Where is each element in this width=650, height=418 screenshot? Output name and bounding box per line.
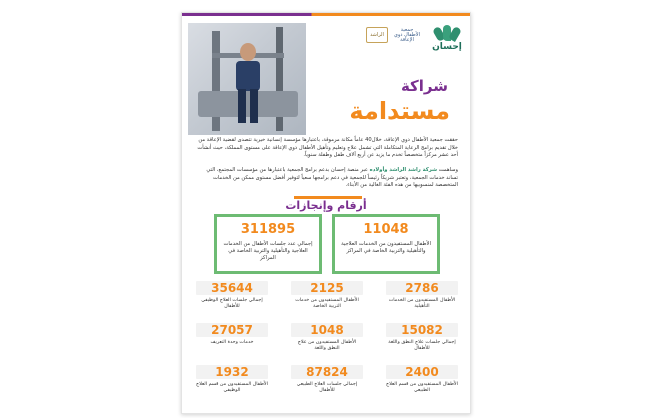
stat-label: إجمالي جلسات العلاج الوظيفي للأطفال	[201, 298, 263, 310]
ihsan-logo	[432, 25, 462, 52]
stat-cell	[291, 323, 363, 353]
section-title: أرقام وإنجازات	[285, 199, 367, 212]
partner-logo-association: جمعية الأطفال ذوي الإعاقة	[393, 26, 421, 43]
top-accent-bar	[182, 13, 470, 16]
title-line-1: شراكة	[400, 77, 448, 95]
intro-p2-highlight: شركة راشد الراشد وأولاده	[369, 167, 438, 173]
photo-child-leg	[238, 89, 246, 123]
stat-label: الأطفال المستفيدون من علاج النطق واللغة	[297, 340, 357, 352]
intro-p2-after: عبر منصة إحسان بدعم برامج الجمعية باعتبارها من مؤسسات المجتمع، التي تساند خدمات الجمعية، وتعتبر شريكاً رئيساً للجمعية في دعم برامجها سعياً لتوفير أفضل مستوى ممكن من الخدمات المتخصصة لمنسوبيها من هذه الفئة الغالية من الأبناء.	[206, 167, 458, 189]
stat-value: 2400	[386, 365, 458, 379]
highlight-label: إجمالي عدد جلسات الأطفال من الخدمات العلاجية والتأهيلية والتربية الخاصة في المراكز	[223, 241, 313, 261]
highlight-value: 11048	[363, 222, 409, 237]
stat-value: 87824	[291, 365, 363, 379]
stat-cell	[196, 323, 268, 346]
stat-label: الأطفال المستفيدون من الخدمات التأهيلية	[388, 298, 456, 310]
ihsan-logo-text: إحسان	[432, 42, 462, 52]
leaf-icon	[435, 25, 459, 41]
highlight-card	[214, 214, 322, 274]
intro-p2-before: وساهمت	[437, 167, 458, 173]
stat-cell	[386, 365, 458, 395]
stat-value: 27057	[196, 323, 268, 337]
highlight-label: الأطفال المستفيدون من الخدمات العلاجية والتأهيلية والتربية الخاصة في المراكز	[341, 241, 431, 254]
stat-cell	[196, 281, 268, 311]
title-line-2: مستدامة	[349, 97, 450, 125]
stat-value: 1932	[196, 365, 268, 379]
stat-value: 2786	[386, 281, 458, 295]
stat-value: 35644	[196, 281, 268, 295]
highlight-card	[332, 214, 440, 274]
highlight-value: 311895	[240, 222, 296, 237]
stat-value: 15082	[386, 323, 458, 337]
stat-cell	[291, 281, 363, 311]
photo-child-head	[240, 43, 256, 61]
stat-value: 2125	[291, 281, 363, 295]
stat-label: إجمالي جلسات علاج النطق واللغة للأطفال	[388, 340, 456, 352]
stat-cell	[196, 365, 268, 395]
stat-cell	[386, 323, 458, 353]
intro-paragraph-1: حققت جمعية الأطفال ذوي الإعاقة، خلال40 عاماً مكانة مرموقة، باعتبارها مؤسسة إنسانية خيرية تتصدى لقضية الإعاقة من خلال تقديم برامج الرعاية المتكاملة التي تشمل علاج وتعليم وتأهيل الأطفال ذوي الإعاقة على مستوى المملكة، حيث أنشأت أحد عشر مركزاً متخصصاً تخدم ما يزيد عن أربع آلاف طفل وطفلة سنوياً.	[197, 137, 458, 159]
stat-value: 1048	[291, 323, 363, 337]
partner-logo-rashed: الراشد	[366, 27, 388, 43]
stat-label: إجمالي جلسات العلاج الطبيعي للأطفال	[296, 382, 358, 394]
report-page	[181, 12, 471, 414]
stat-label: خدمات وحدة التعريف	[210, 340, 254, 345]
stat-cell	[386, 281, 458, 311]
stat-label: الأطفال المستفيدون من قسم العلاج الوظيفي	[196, 382, 268, 394]
section-underline	[294, 185, 362, 199]
stat-label: الأطفال المستفيدون من خدمات التربية الخاصة	[295, 298, 359, 310]
photo-treadmill	[198, 91, 298, 117]
photo-child-body	[236, 61, 260, 91]
photo-child-leg	[250, 89, 258, 123]
partner-logos	[366, 27, 422, 43]
hero-photo	[188, 23, 306, 135]
stat-label: الأطفال المستفيدون من قسم العلاج الطبيعي	[386, 382, 458, 394]
stat-cell	[291, 365, 363, 395]
